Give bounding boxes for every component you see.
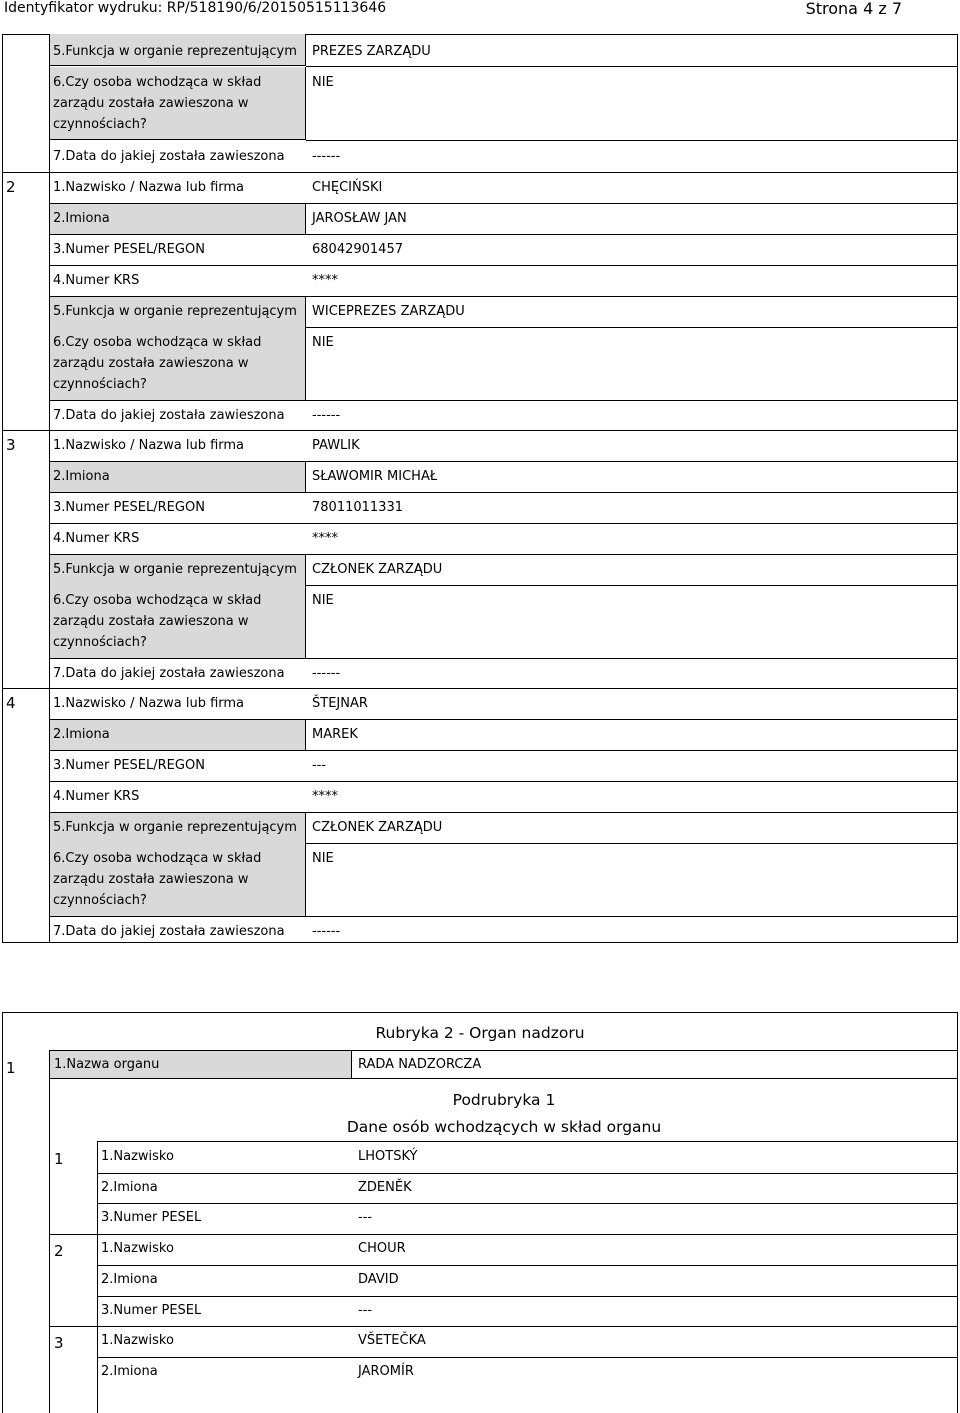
zawieszona-value: NIE [312, 851, 334, 866]
member-pesel-value: --- [358, 1302, 373, 1318]
member-imiona-label: 2.Imiona [101, 1179, 158, 1195]
funkcja-label: 5.Funkcja w organie reprezentującym [53, 562, 297, 577]
krs-value: **** [312, 273, 338, 288]
rubryka-2-title: Rubryka 2 - Organ nadzoru [375, 1024, 585, 1042]
pesel-label: 3.Numer PESEL/REGON [53, 500, 205, 515]
funkcja-value: CZŁONEK ZARZĄDU [312, 562, 443, 577]
nazwisko-value: CHĘCIŃSKI [312, 180, 383, 195]
page-number: Strona 4 z 7 [805, 0, 902, 18]
krs-label: 4.Numer KRS [53, 531, 140, 546]
nazwisko-label: 1.Nazwisko / Nazwa lub firma [53, 438, 245, 453]
organ-number: 1 [6, 1059, 16, 1077]
person-number: 3 [6, 436, 16, 454]
zawieszona-value: NIE [312, 593, 334, 608]
imiona-value: JAROSŁAW JAN [312, 211, 407, 226]
data-zawieszenia-label: 7.Data do jakiej została zawieszona [53, 924, 285, 939]
member-imiona-value: ZDENĚK [358, 1179, 412, 1195]
member-pesel-value: --- [358, 1210, 373, 1226]
zawieszona-value: NIE [312, 75, 334, 90]
nazwisko-value: PAWLIK [312, 438, 360, 453]
person-number: 4 [6, 694, 16, 712]
pesel-value: --- [312, 758, 327, 773]
podrubryka-title: Podrubryka 1 [452, 1091, 556, 1109]
data-zawieszenia-label: 7.Data do jakiej została zawieszona [53, 149, 285, 164]
pesel-value: 68042901457 [312, 242, 403, 257]
podrubryka-subtitle: Dane osób wchodzących w skład organu [346, 1118, 662, 1136]
imiona-label: 2.Imiona [53, 469, 110, 484]
nazwisko-label: 1.Nazwisko / Nazwa lub firma [53, 696, 245, 711]
data-zawieszenia-value: ------ [312, 408, 341, 423]
organ-name-label: 1.Nazwa organu [54, 1057, 160, 1072]
imiona-label: 2.Imiona [53, 727, 110, 742]
krs-label: 4.Numer KRS [53, 789, 140, 804]
zawieszona-value: NIE [312, 335, 334, 350]
print-identifier: Identyfikator wydruku: RP/518190/6/20150515113646 [4, 0, 387, 16]
imiona-label: 2.Imiona [53, 211, 110, 226]
imiona-value: MAREK [312, 727, 358, 742]
pesel-label: 3.Numer PESEL/REGON [53, 242, 205, 257]
imiona-value: SŁAWOMIR MICHAŁ [312, 469, 438, 484]
member-nazwisko-value: VŠETEČKA [358, 1333, 426, 1349]
member-nazwisko-label: 1.Nazwisko [101, 1241, 174, 1257]
member-imiona-label: 2.Imiona [101, 1271, 158, 1287]
member-imiona-value: JAROMÍR [358, 1363, 414, 1379]
document-page: Identyfikator wydruku: RP/518190/6/20150515113646 Strona 4 z 7 5.Funkcja w organie reprezentującym PREZES ZARZĄDU 6.Czy osoba wchodząca w skład zarządu została zawieszona w czynnościach? NIE 7.Data do jakiej została zawieszona ------ 2 1.Nazwisko / Nazwa lub firma CHĘCIŃSKI 2.Imiona JAROSŁAW JAN 3.Numer PESEL/REGON 68042901457 4.Numer KRS **** 5.Funkcja w organie reprezentującym WICEPREZES ZARZĄDU 6.Czy osoba wchodząca w skład zarządu została zawieszona w czynnościach? NIE 7.Data do jakiej została zawieszona ------ 3 1.Nazwisko / Nazwa lub firma PAWLIK 2.Imiona SŁAWOMIR MICHAŁ 3.Numer PESEL/REGON 78011011331 4.Numer KRS **** 5.Funkcja w organie reprezentującym CZŁONEK ZARZĄDU 6.Czy osoba wchodząca w skład zarządu została zawieszona w czynnościach? NIE 7.Data do jakiej została zawieszona ------ 4 1.Nazwisko / Nazwa lub firma ŠTEJNAR 2.Imiona MAREK 3.Numer PESEL/REGON --- 4.Numer KRS **** 5.Funkcja w organie reprezentującym CZŁONEK ZARZĄDU 6.Czy osoba wchodząca w skład zarządu została zawieszona w czynnościach? NIE 7.Data do jakiej została zawieszona ------ Rubryka 2 - Organ nadzoru 1 1.Nazwa organu RADA NADZORCZA Podrubryka 1 Dane osób wchodzących w skład organu 1 1.Nazwisko LHOTSKÝ 2.Imiona ZDENĚK 3.Numer PESEL --- 2 1.Nazwisko CHOUR 2.Imiona DAVID 3.Numer PESEL --- 3 1.Nazwisko VŠETEČKA 2.Imiona JAROMÍR [0, 0, 960, 1413]
funkcja-label: 5.Funkcja w organie reprezentującym [53, 304, 297, 319]
member-number: 1 [54, 1150, 64, 1168]
data-zawieszenia-label: 7.Data do jakiej została zawieszona [53, 666, 285, 681]
funkcja-label: 5.Funkcja w organie reprezentującym [53, 820, 297, 835]
member-nazwisko-value: LHOTSKÝ [358, 1149, 418, 1164]
funkcja-value: WICEPREZES ZARZĄDU [312, 304, 465, 319]
member-nazwisko-value: CHOUR [358, 1241, 406, 1257]
member-nazwisko-label: 1.Nazwisko [101, 1149, 174, 1164]
pesel-value: 78011011331 [312, 500, 403, 515]
member-nazwisko-label: 1.Nazwisko [101, 1333, 174, 1349]
member-imiona-label: 2.Imiona [101, 1363, 158, 1379]
pesel-label: 3.Numer PESEL/REGON [53, 758, 205, 773]
member-pesel-label: 3.Numer PESEL [101, 1210, 202, 1226]
member-imiona-value: DAVID [358, 1271, 399, 1287]
person-number: 2 [6, 178, 16, 196]
funkcja-value: PREZES ZARZĄDU [312, 44, 431, 59]
member-number: 2 [54, 1242, 64, 1261]
krs-label: 4.Numer KRS [53, 273, 140, 288]
data-zawieszenia-value: ------ [312, 666, 341, 681]
organ-name-value: RADA NADZORCZA [358, 1057, 482, 1072]
funkcja-label: 5.Funkcja w organie reprezentującym [53, 44, 297, 59]
krs-value: **** [312, 789, 338, 804]
funkcja-value: CZŁONEK ZARZĄDU [312, 820, 443, 835]
data-zawieszenia-label: 7.Data do jakiej została zawieszona [53, 408, 285, 423]
data-zawieszenia-value: ------ [312, 924, 341, 939]
member-pesel-label: 3.Numer PESEL [101, 1302, 202, 1318]
nazwisko-value: ŠTEJNAR [312, 696, 368, 711]
krs-value: **** [312, 531, 338, 546]
member-number: 3 [54, 1334, 64, 1353]
data-zawieszenia-value: ------ [312, 149, 341, 164]
nazwisko-label: 1.Nazwisko / Nazwa lub firma [53, 180, 245, 195]
